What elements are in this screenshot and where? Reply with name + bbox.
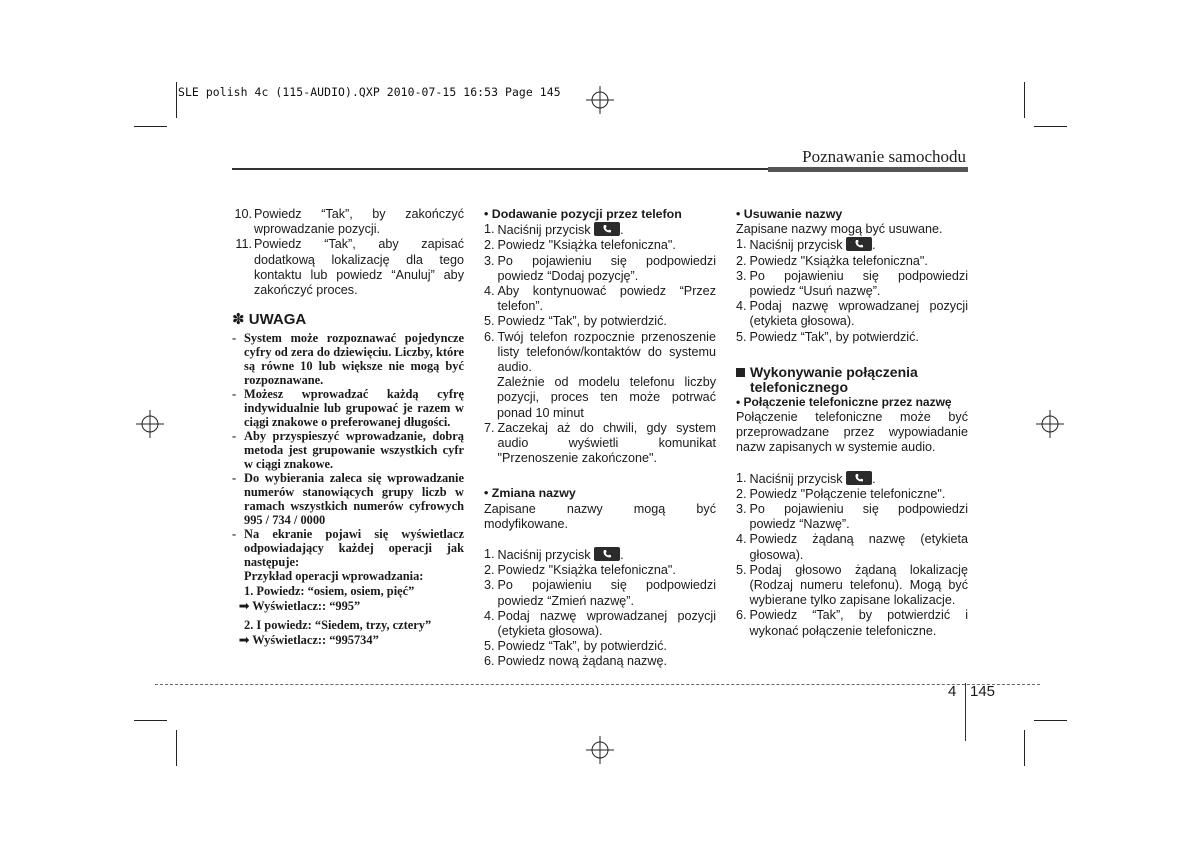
subsection-heading: • Usuwanie nazwy [736,207,843,221]
step-text: Powiedz “Tak”, by potwierdzić. [749,329,919,344]
list-item [484,330,716,376]
step-text: Po pojawieniu się podpowiedzi powiedz “Dodaj pozycję”. [497,253,716,283]
example-title: Przykład operacji wprowadzania: [244,569,424,584]
step-number: 1. [736,237,747,252]
list-item [484,284,716,314]
registration-mark-icon [586,86,614,114]
list-item [736,269,968,299]
step-text: Powiedz "Książka telefoniczna". [497,238,676,253]
list-item [484,654,716,669]
step-text: Twój telefon rozpocznie przenoszenie listy telefonów/kontaktów do systemu audio. [497,329,716,375]
subsection-heading: • Zmiana nazwy [484,486,576,501]
step-number: 4. [736,532,747,547]
crop-mark [134,126,167,127]
list-item [484,254,716,284]
step-text-end: . [620,223,624,238]
step-text: Podaj głosowo żądaną lokalizację (Rodzaj numeru telefonu). Mogą być wybierane tylko zapisane lokalizacje. [749,562,968,608]
step-text: Naciśnij przycisk [749,471,843,486]
list-item [736,471,968,487]
step-number: 6. [484,329,495,344]
column-right [736,207,968,639]
list-item [484,578,716,608]
list-item [736,487,968,502]
list-item [484,421,716,467]
intro-text: Zapisane nazwy mogą być usuwane. [736,222,943,237]
step-text: Po pojawieniu się podpowiedzi powiedz “Zmień nazwę”. [497,578,716,608]
step-number: 2. [736,253,747,268]
crop-mark [1024,82,1025,118]
step-text: Po pojawieniu się podpowiedzi powiedz “Nazwę”. [749,502,968,532]
step-note: Zależnie od modelu telefonu liczby pozycji, proces ten może potrwać ponad 10 minut [497,375,716,420]
step-text: Powiedz nową żądaną nazwę. [497,654,667,669]
list-item [736,330,968,345]
warning-item-text: Do wybierania zaleca się wprowadzanie numerów stanowiących grupy liczb w ramach wszystkich numerów cyfrowych 995 / 734 / 0000 [244,471,464,528]
crop-mark [134,720,167,721]
step-number: 3. [736,268,747,283]
list-item [232,207,464,237]
intro-text: Zapisane nazwy mogą być modyfikowane. [484,501,716,531]
step-number: 5. [736,562,747,577]
warning-item-text: System może rozpoznawać pojedyncze cyfry od zera do dziewięciu. Liczby, które są równe 10 lub większe nie mogą być rozpoznawane. [244,331,464,388]
step-number: 4. [484,284,495,299]
step-number: 1. [736,470,747,485]
step-text: Powiedz "Połączenie telefoniczne". [749,486,946,501]
step-number: 2. [484,238,495,253]
example-display: ➟ Wyświetlacz:: “995734” [239,633,379,648]
running-title: Poznawanie samochodu [802,147,966,166]
intro-text: Połączenie telefoniczne może być przeprowadzane przez wypowiadanie nazw zapisanych w systemie audio. [736,410,968,455]
phone-talk-icon [846,237,872,251]
step-text-end: . [872,471,876,486]
warning-item: - System może rozpoznawać pojedyncze cyfry od zera do dziewięciu. Liczby, które są równe 10 lub większe nie mogą być rozpoznawane. [232,331,464,388]
list-item [484,563,716,578]
step-number: 7. [484,420,495,435]
step-number: 4. [736,299,747,314]
step-text: Naciśnij przycisk [497,548,591,563]
phone-talk-icon [594,547,620,561]
step-number: 1. [484,547,495,562]
step-number: 1. [484,222,495,237]
crop-mark [1034,126,1067,127]
step-number: 5. [484,314,495,329]
crop-mark [1034,720,1067,721]
column-left [232,207,464,648]
print-slug: SLE polish 4c (115-AUDIO).QXP 2010-07-15 16:53 Page 145 [178,85,561,99]
step-number: 3. [484,253,495,268]
warning-title-text: UWAGA [248,311,307,329]
list-item [736,299,968,329]
warning-item-text: Możesz wprowadzać każdą cyfrę indywidualnie lub grupować je razem w ciągi znakowe o preferowanej długości. [244,387,464,430]
step-text: Powiedz "Książka telefoniczna". [749,253,928,268]
step-text: Podaj nazwę wprowadzanej pozycji (etykieta głosowa). [497,608,716,639]
step-number: 3. [736,502,747,517]
square-bullet-icon [736,368,745,377]
list-item [736,532,968,562]
warning-star-icon: ✽ [232,311,245,329]
crop-mark [176,730,177,766]
step-number: 11. [235,237,252,252]
list-item [484,222,716,238]
step-text: Podaj nazwę wprowadzanej pozycji (etykieta głosowa). [749,299,968,329]
list-item [484,547,716,563]
step-number: 4. [484,608,495,623]
example-display: ➟ Wyświetlacz:: “995” [239,599,361,614]
list-item [484,314,716,329]
step-number: 6. [484,654,495,669]
footer-rule [155,684,1040,685]
step-number: 10. [234,207,252,221]
phone-talk-icon [846,471,872,485]
list-item [232,237,464,298]
step-number: 2. [484,563,495,578]
phone-talk-icon [594,222,620,236]
step-text-end: . [872,238,876,253]
step-text: Po pojawieniu się podpowiedzi powiedz “Usuń nazwę”. [749,268,968,299]
step-text: Powiedz “Tak”, by potwierdzić. [497,639,667,654]
list-item [484,238,716,253]
step-text: Powiedz “Tak”, aby zapisać dodatkową lokalizację dla tego kontaktu lub powiedz “Anuluj” aby zakończyć proces. [254,237,464,298]
warning-title [232,312,464,327]
step-text: Powiedz "Książka telefoniczna". [497,563,676,578]
step-text: Naciśnij przycisk [497,223,591,238]
registration-mark-icon [586,736,614,764]
section-heading [736,365,968,395]
list-item [736,563,968,609]
subsection-heading: • Dodawanie pozycji przez telefon [484,207,682,221]
crop-mark [1024,730,1025,766]
registration-mark-icon [136,410,164,438]
step-text: Zaczekaj aż do chwili, gdy system audio wyświetli komunikat "Przenoszenie zakończone". [497,420,716,466]
section-heading-text: Wykonywanie połączenia telefonicznego [750,363,918,395]
example-line: 2. I powiedz: “Siedem, trzy, cztery” [244,618,432,633]
header-rule-accent [768,167,968,172]
warning-item: - Do wybierania zaleca się wprowadzanie numerów stanowiących grupy liczb w ramach wszystkich numerów cyfrowych 995 / 734 / 0000 [232,471,464,528]
example-line: 1. Powiedz: “osiem, osiem, pięć” [244,584,415,599]
warning-item-text: Aby przyspieszyć wprowadzanie, dobrą metoda jest grupowanie wszystkich cyfr w ciągi znakowe. [244,429,464,472]
warning-item-text: Na ekranie pojawi się wyświetlacz odpowiadający każdej operacji jak następuje: [244,527,464,570]
step-number: 6. [736,608,747,623]
registration-mark-icon [1036,410,1064,438]
list-item [736,502,968,532]
step-text: Powiedz “Tak”, by zakończyć wprowadzanie pozycji. [254,207,464,237]
list-item [736,237,968,253]
warning-item: - Aby przyspieszyć wprowadzanie, dobrą metoda jest grupowanie wszystkich cyfr w ciągi znakowe. [232,429,464,472]
chapter-number: 4 [948,683,957,700]
step-text: Powiedz “Tak”, by potwierdzić i wykonać połączenie telefoniczne. [749,608,968,638]
step-number: 5. [484,639,495,654]
step-text: Aby kontynuować powiedz “Przez telefon”. [497,284,716,314]
step-number: 2. [736,486,747,501]
warning-item: - Na ekranie pojawi się wyświetlacz odpowiadający każdej operacji jak następuje: [232,527,464,570]
column-middle [484,207,716,670]
crop-mark [176,82,177,118]
step-number: 3. [484,578,495,593]
list-item [484,609,716,639]
warning-item: - Możesz wprowadzać każdą cyfrę indywidualnie lub grupować je razem w ciągi znakowe o preferowanej długości. [232,387,464,430]
step-number: 5. [736,329,747,344]
page-number: 145 [970,683,996,700]
list-item [736,254,968,269]
step-text: Powiedz żądaną nazwę (etykieta głosowa). [749,532,968,562]
page-number-divider [965,683,966,741]
subsection-heading: • Połączenie telefoniczne przez nazwę [736,394,952,409]
list-item [736,608,968,638]
step-text-end: . [620,548,624,563]
step-text: Powiedz “Tak”, by potwierdzić. [497,314,667,329]
step-text: Naciśnij przycisk [749,238,843,253]
list-item [484,639,716,654]
